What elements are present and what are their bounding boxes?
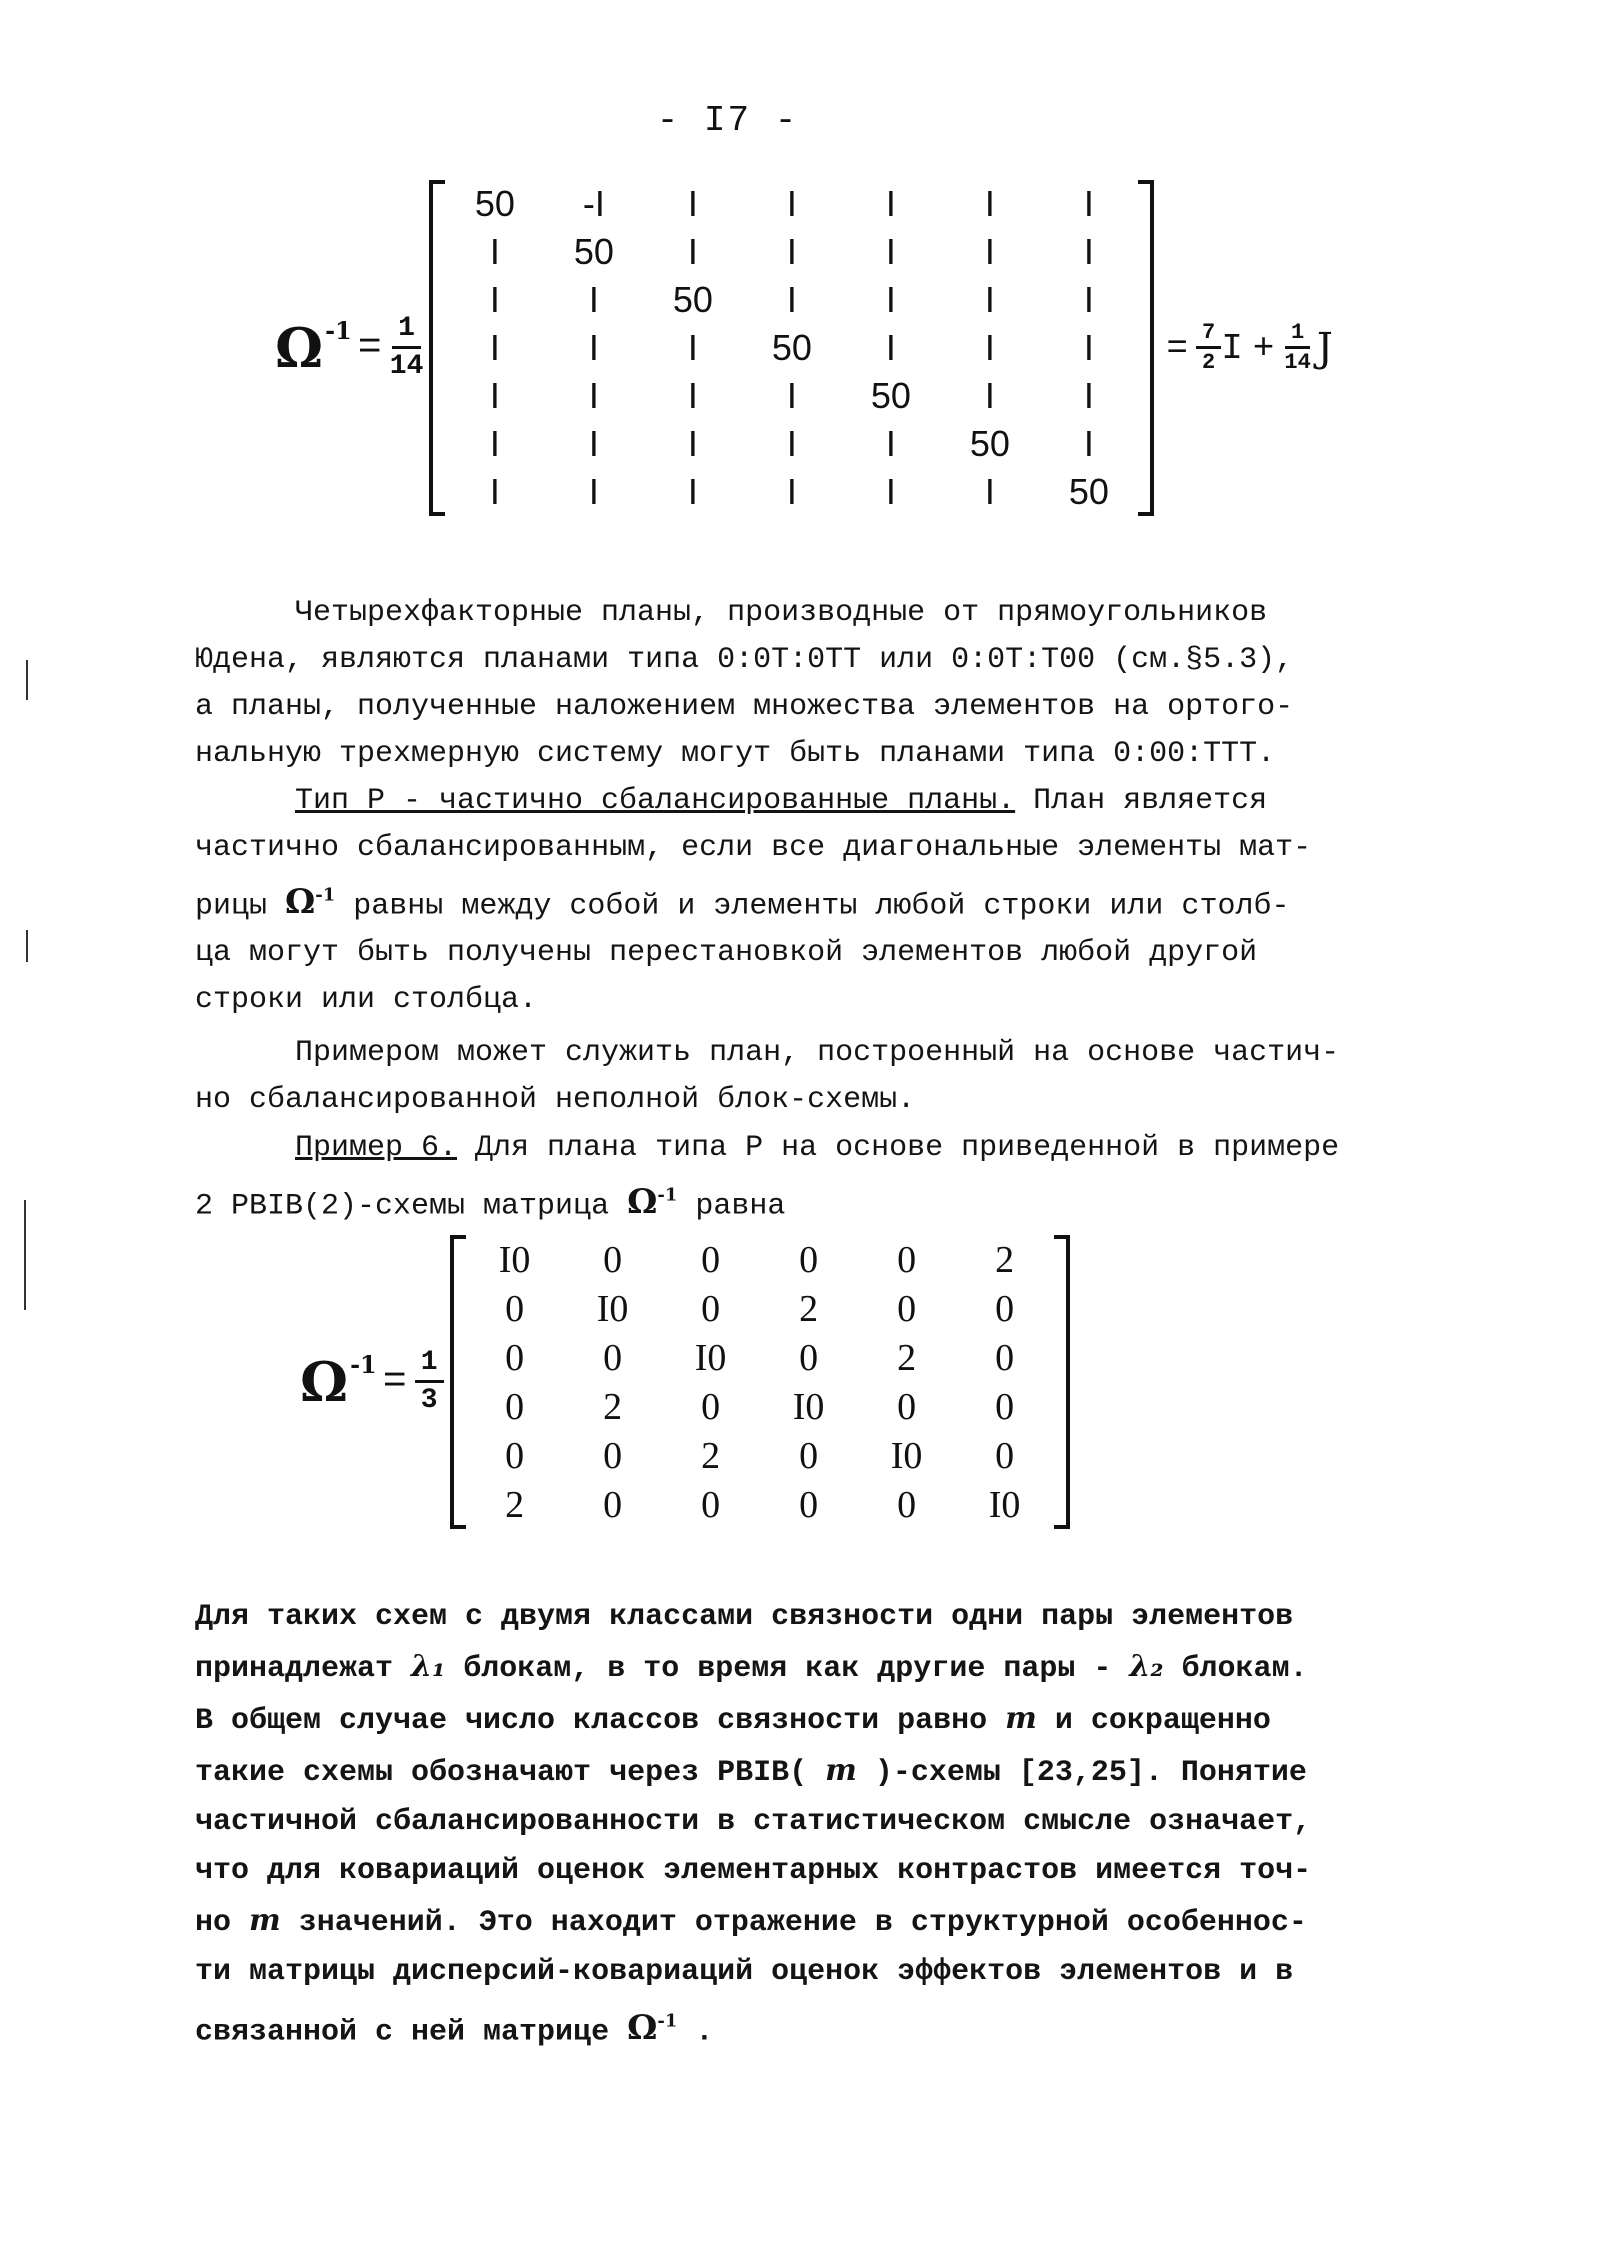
matrix-cell: I — [885, 471, 896, 512]
matrix-cell: I — [1083, 279, 1094, 320]
matrix-cell: 2 — [603, 1385, 623, 1428]
matrix-cell: 50 — [969, 423, 1010, 464]
matrix-cell: 0 — [603, 1483, 623, 1526]
matrix-cell: I — [984, 327, 995, 368]
matrix-cell: I — [489, 375, 500, 416]
equation-omega-inverse-6x6 — [300, 1235, 1070, 1529]
matrix-cell: 2 — [897, 1336, 917, 1379]
paragraph-pbib-schemes: Для таких схем с двумя классами связности одни пары элементов принадлежат λ₁ блокам, в то время как другие пары - λ₂ блокам. В общем случае число классов связности равно m и сокращенно такие схемы обозначают через PBIB( m )-схемы [23,25]. Понятие частичной сбалансированности в статистическом смысле означает, что для ковариаций оценок элементарных контрастов имеется точ- но m значений. Это находит отражение в структурной особеннос- ти матрицы дисперсий-ковариаций оценок эффектов элементов и в связанной с ней матрице $\Omega^{-1}$ . — [195, 1600, 1312, 2050]
matrix-cell: 50 — [771, 327, 812, 368]
matrix-cell: 0 — [505, 1287, 525, 1330]
matrix-cell: I — [984, 183, 995, 224]
matrix-cell: 2 — [505, 1483, 525, 1526]
matrix-cell: 0 — [701, 1238, 721, 1281]
matrix-row — [445, 324, 1138, 372]
matrix-cell: 50 — [672, 279, 713, 320]
matrix-cell: I — [1083, 423, 1094, 464]
matrix-cell: I — [984, 231, 995, 272]
matrix-cell: 0 — [603, 1336, 623, 1379]
matrix-cell: I — [588, 471, 599, 512]
right-bracket — [1054, 1235, 1070, 1529]
matrix-cell: I — [687, 231, 698, 272]
matrix-cell: I — [1083, 183, 1094, 224]
matrix-cell: I0 — [792, 1385, 825, 1428]
matrix-cell: I — [786, 279, 797, 320]
matrix-cell: 0 — [505, 1385, 525, 1428]
matrix-cell: I — [588, 423, 599, 464]
matrix-cell: I — [786, 423, 797, 464]
paragraph-type-p-definition: Тип Р - частично сбалансированные планы. План является частично сбалансированным, если все диагональные элементы мат- рицы $\Omega^{-1}$ равны между собой и элементы любой строки или столб- ца могут быть получены перестановкой элементов любой другой строки или столбца. — [195, 784, 1312, 1018]
matrix-cell: 50 — [1068, 471, 1109, 512]
matrix-cell: I — [786, 183, 797, 224]
matrix-cell: 0 — [799, 1434, 819, 1477]
matrix-6x6 — [466, 1235, 1054, 1529]
equation-rhs: = $\frac{7}{2}$ I + $\frac{1}{14}$ J — [1166, 319, 1333, 375]
matrix-cell: 0 — [897, 1287, 917, 1330]
matrix-cell: I — [687, 375, 698, 416]
matrix-cell: I0 — [498, 1238, 531, 1281]
matrix-cell: 0 — [505, 1434, 525, 1477]
matrix-cell: 2 — [995, 1238, 1015, 1281]
matrix-cell: 0 — [505, 1336, 525, 1379]
matrix-cell: I — [588, 279, 599, 320]
matrix-cell: 2 — [799, 1287, 819, 1330]
equals-sign: = — [357, 325, 382, 371]
matrix-cell: 0 — [799, 1238, 819, 1281]
matrix-row — [445, 228, 1138, 276]
matrix-cell: 0 — [995, 1336, 1015, 1379]
matrix-cell: I — [786, 375, 797, 416]
matrix-cell: 0 — [897, 1483, 917, 1526]
right-bracket — [1138, 180, 1154, 516]
matrix-row — [466, 1480, 1054, 1529]
omega-inline: $\Omega^{-1}$ — [627, 1182, 678, 1223]
matrix-cell: I — [489, 231, 500, 272]
matrix-cell: I — [588, 327, 599, 368]
omega-inline: $\Omega^{-1}$ — [627, 2008, 678, 2049]
matrix-cell: 50 — [474, 183, 515, 224]
left-bracket — [450, 1235, 466, 1529]
matrix-cell: I — [885, 327, 896, 368]
matrix-row — [445, 420, 1138, 468]
matrix-cell: 0 — [995, 1434, 1015, 1477]
matrix-cell: 0 — [603, 1238, 623, 1281]
matrix-cell: 50 — [870, 375, 911, 416]
matrix-cell: I — [588, 375, 599, 416]
matrix-cell: I — [885, 423, 896, 464]
matrix-cell: I — [786, 231, 797, 272]
matrix-cell: 50 — [573, 231, 614, 272]
matrix-cell: I0 — [988, 1483, 1021, 1526]
omega-inline: $\Omega^{-1}$ — [285, 882, 336, 923]
matrix-cell: I — [489, 423, 500, 464]
matrix-row — [445, 276, 1138, 324]
matrix-row — [445, 468, 1138, 516]
matrix-row — [466, 1382, 1054, 1431]
matrix-cell: 0 — [603, 1434, 623, 1477]
matrix-cell: I — [1083, 327, 1094, 368]
matrix-cell: I — [984, 375, 995, 416]
equals-sign: = — [382, 1359, 407, 1405]
matrix-cell: I0 — [694, 1336, 727, 1379]
paragraph-four-factor-plans: Четырехфакторные планы, производные от прямоугольников Юдена, являются планами типа 0:0Т:0ТТ или 0:0Т:Т00 (см.§5.3), а планы, полученные наложением множества элементов на ортого- нальную трехмерную систему могут быть планами типа 0:00:ТТТ. — [195, 596, 1294, 771]
matrix-cell: 2 — [701, 1434, 721, 1477]
paragraph-example-6: Пример 6. Для плана типа Р на основе приведенной в примере 2 PBIB(2)-схемы матрица $\Omega^{-1}$ равна — [195, 1131, 1340, 1224]
coefficient-fraction: $\frac{1}{14}$ — [389, 312, 424, 382]
matrix-cell: I — [687, 327, 698, 368]
scan-mark — [26, 660, 28, 700]
matrix-row — [445, 180, 1138, 228]
omega-symbol: $\Omega^{-1}$ — [300, 1350, 377, 1414]
matrix-row — [466, 1333, 1054, 1382]
equation-omega-inverse-7x7 — [275, 180, 1333, 516]
matrix-cell: I — [489, 471, 500, 512]
matrix-row — [445, 372, 1138, 420]
section-heading-type-p: Тип Р - частично сбалансированные планы. — [295, 784, 1016, 818]
matrix-cell: 0 — [701, 1385, 721, 1428]
scan-mark — [26, 930, 28, 962]
scan-mark — [24, 1200, 26, 1310]
matrix-cell: I — [489, 327, 500, 368]
matrix-cell: I — [984, 471, 995, 512]
matrix-cell: 0 — [799, 1483, 819, 1526]
paragraph-example-intro: Примером может служить план, построенный на основе частич- но сбалансированной неполной блок-схемы. — [195, 1036, 1340, 1117]
matrix-cell: I — [687, 471, 698, 512]
coefficient-fraction: $\frac{1}{3}$ — [415, 1348, 444, 1417]
matrix-cell: I — [885, 279, 896, 320]
matrix-cell: 0 — [897, 1385, 917, 1428]
matrix-cell: I — [984, 279, 995, 320]
matrix-row — [466, 1284, 1054, 1333]
matrix-cell: I — [1083, 375, 1094, 416]
matrix-cell: 0 — [701, 1483, 721, 1526]
matrix-cell: I — [1083, 231, 1094, 272]
matrix-7x7 — [445, 180, 1138, 516]
matrix-cell: 0 — [799, 1336, 819, 1379]
matrix-row — [466, 1235, 1054, 1284]
omega-symbol: $\Omega^{-1}$ — [275, 316, 352, 380]
page-number: - I7 - — [656, 100, 799, 141]
matrix-cell: 0 — [995, 1385, 1015, 1428]
matrix-cell: I — [885, 231, 896, 272]
matrix-row — [466, 1431, 1054, 1480]
matrix-cell: 0 — [701, 1287, 721, 1330]
matrix-cell: I0 — [596, 1287, 629, 1330]
matrix-cell: I0 — [890, 1434, 923, 1477]
matrix-cell: I — [786, 471, 797, 512]
matrix-cell: -I — [582, 183, 605, 224]
matrix-cell: I — [885, 183, 896, 224]
matrix-cell: 0 — [995, 1287, 1015, 1330]
matrix-cell: 0 — [897, 1238, 917, 1281]
example-label: Пример 6. — [295, 1131, 458, 1165]
matrix-cell: I — [687, 423, 698, 464]
matrix-cell: I — [687, 183, 698, 224]
matrix-cell: I — [489, 279, 500, 320]
left-bracket — [429, 180, 445, 516]
